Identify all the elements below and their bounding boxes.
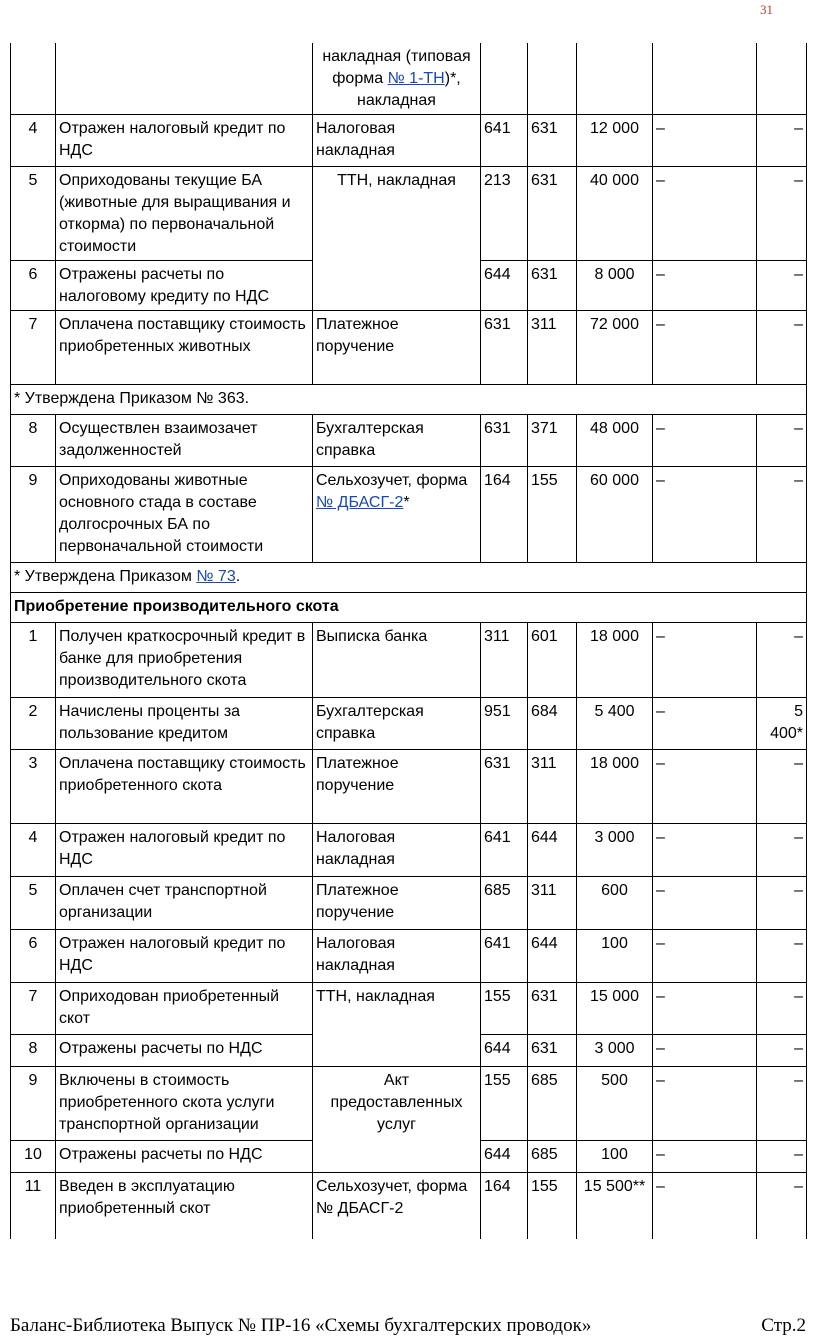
row-number: 8 (11, 415, 56, 467)
debit-account: 641 (481, 115, 528, 167)
amount: 600 (577, 877, 653, 930)
document-cell: Сельхозучет, форма № ДБАСГ-2* (313, 467, 481, 563)
col8-value: – (757, 1141, 807, 1173)
col7-value: – (653, 261, 757, 311)
amount: 48 000 (577, 415, 653, 467)
operation-text: Оприходованы текущие БА (животные для выращивания и откорма) по первоначальной стоимости (56, 167, 313, 261)
col8-value: – (757, 1035, 807, 1067)
credit-account: 684 (528, 698, 577, 750)
credit-account: 631 (528, 983, 577, 1035)
document-link[interactable]: № ДБАСГ-2 (316, 494, 404, 511)
credit-account: 311 (528, 311, 577, 385)
document-cell: ТТН, накладная (313, 983, 481, 1067)
operation-text: Введен в эксплуатацию приобретенный скот (56, 1173, 313, 1239)
operation-text: Оприходован приобретенный скот (56, 983, 313, 1035)
col8-value: – (757, 877, 807, 930)
operation-text: Получен краткосрочный кредит в банке для приобретения производительного скота (56, 623, 313, 698)
col8-value: – (757, 930, 807, 983)
col7-value: – (653, 415, 757, 467)
col8-value: – (757, 115, 807, 167)
operation-text: Оплачена поставщику стоимость приобретенных животных (56, 311, 313, 385)
footer-page: Стр.2 (761, 1315, 806, 1336)
table-row (11, 563, 807, 593)
col7-value: – (653, 1035, 757, 1067)
col7-value: – (653, 750, 757, 824)
col7-value: – (653, 824, 757, 877)
table-row (11, 43, 807, 115)
operation-text: Оплачен счет транспортной организации (56, 877, 313, 930)
col7-value: – (653, 698, 757, 750)
table-row (11, 750, 807, 824)
document-cell: ТТН, накладная (313, 167, 481, 311)
row-number: 4 (11, 824, 56, 877)
document-cell: Платежное поручение (313, 877, 481, 930)
col7-value: – (653, 930, 757, 983)
document-cell: Платежное поручение (313, 750, 481, 824)
credit-account: 311 (528, 750, 577, 824)
amount: 60 000 (577, 467, 653, 563)
debit-account: 631 (481, 750, 528, 824)
debit-account: 164 (481, 467, 528, 563)
col7-value: – (653, 983, 757, 1035)
row-number: 11 (11, 1173, 56, 1239)
debit-account: 155 (481, 983, 528, 1035)
amount: 5 400 (577, 698, 653, 750)
amount: 18 000 (577, 750, 653, 824)
credit-account: 155 (528, 1173, 577, 1239)
credit-account: 685 (528, 1067, 577, 1141)
accounting-entries-table (10, 43, 807, 1239)
document-cell: накладная (типовая форма № 1-ТН)*, накладная (313, 43, 481, 115)
row-number: 9 (11, 467, 56, 563)
amount: 18 000 (577, 623, 653, 698)
credit-account: 371 (528, 415, 577, 467)
amount: 3 000 (577, 824, 653, 877)
debit-account: 641 (481, 824, 528, 877)
debit-account: 644 (481, 261, 528, 311)
debit-account: 641 (481, 930, 528, 983)
col7-value: – (653, 167, 757, 261)
document-cell: Выписка банка (313, 623, 481, 698)
credit-account: 644 (528, 930, 577, 983)
operation-text: Отражены расчеты по НДС (56, 1035, 313, 1067)
col7-value: – (653, 311, 757, 385)
operation-text: Отражены расчеты по НДС (56, 1141, 313, 1173)
col8-value: – (757, 623, 807, 698)
amount: 40 000 (577, 167, 653, 261)
footnote: * Утверждена Приказом № 73. (11, 563, 807, 593)
amount: 3 000 (577, 1035, 653, 1067)
col8-value: – (757, 750, 807, 824)
debit-account: 164 (481, 1173, 528, 1239)
col8-value: – (757, 261, 807, 311)
operation-text: Отражен налоговый кредит по НДС (56, 115, 313, 167)
col7-value: – (653, 877, 757, 930)
col7-value: – (653, 467, 757, 563)
col8-value: – (757, 983, 807, 1035)
row-number: 2 (11, 698, 56, 750)
document-cell: Бухгалтерская справка (313, 698, 481, 750)
row-number: 6 (11, 261, 56, 311)
row-number: 6 (11, 930, 56, 983)
col8-value: – (757, 824, 807, 877)
table-row (11, 623, 807, 698)
document-cell: Налоговая накладная (313, 930, 481, 983)
document-cell: Бухгалтерская справка (313, 415, 481, 467)
table-row (11, 1173, 807, 1239)
col7-value: – (653, 1067, 757, 1141)
col8-value: – (757, 415, 807, 467)
document-cell: Платежное поручение (313, 311, 481, 385)
col7-value: – (653, 1141, 757, 1173)
col7-value: – (653, 1173, 757, 1239)
row-number: 3 (11, 750, 56, 824)
document-cell: Налоговая накладная (313, 115, 481, 167)
table-row (11, 698, 807, 750)
table-row (11, 311, 807, 385)
operation-text: Отражены расчеты по налоговому кредиту по НДС (56, 261, 313, 311)
amount: 8 000 (577, 261, 653, 311)
row-number: 10 (11, 1141, 56, 1173)
credit-account: 601 (528, 623, 577, 698)
row-number: 4 (11, 115, 56, 167)
operation-text: Отражен налоговый кредит по НДС (56, 824, 313, 877)
amount: 72 000 (577, 311, 653, 385)
debit-account: 951 (481, 698, 528, 750)
row-number: 9 (11, 1067, 56, 1141)
credit-account: 631 (528, 261, 577, 311)
footer-publication: Баланс-Библиотека Выпуск № ПР-16 «Схемы бухгалтерских проводок» (10, 1315, 592, 1336)
debit-account: 631 (481, 415, 528, 467)
table-row (11, 983, 807, 1035)
debit-account: 631 (481, 311, 528, 385)
debit-account: 685 (481, 877, 528, 930)
credit-account: 631 (528, 167, 577, 261)
row-number: 1 (11, 623, 56, 698)
debit-account: 213 (481, 167, 528, 261)
amount: 100 (577, 1141, 653, 1173)
amount: 12 000 (577, 115, 653, 167)
page-number: 31 (760, 2, 773, 17)
amount: 500 (577, 1067, 653, 1141)
col7-value: – (653, 115, 757, 167)
col8-value: – (757, 467, 807, 563)
amount: 15 500** (577, 1173, 653, 1239)
credit-account: 155 (528, 467, 577, 563)
credit-account: 631 (528, 1035, 577, 1067)
col7-value: – (653, 623, 757, 698)
col8-value: – (757, 1173, 807, 1239)
amount: 15 000 (577, 983, 653, 1035)
table-row (11, 467, 807, 563)
row-number: 5 (11, 877, 56, 930)
operation-text: Начислены проценты за пользование кредитом (56, 698, 313, 750)
debit-account: 644 (481, 1035, 528, 1067)
row-number: 5 (11, 167, 56, 261)
section-header-row (11, 593, 807, 623)
col8-value: – (757, 167, 807, 261)
credit-account: 685 (528, 1141, 577, 1173)
col8-value: 5 400* (757, 698, 807, 750)
row-number: 8 (11, 1035, 56, 1067)
table-row (11, 877, 807, 930)
section-title: Приобретение производительного скота (11, 593, 807, 623)
debit-account: 311 (481, 623, 528, 698)
document-cell: Сельхозучет, форма № ДБАСГ-2 (313, 1173, 481, 1239)
operation-text: Отражен налоговый кредит по НДС (56, 930, 313, 983)
credit-account: 631 (528, 115, 577, 167)
row-number: 7 (11, 311, 56, 385)
document-cell: Акт предоставленных услуг (313, 1067, 481, 1173)
col8-value: – (757, 1067, 807, 1141)
table-row (11, 385, 807, 415)
amount: 100 (577, 930, 653, 983)
table-row (11, 167, 807, 261)
operation-text: Включены в стоимость приобретенного скота услуги транспортной организации (56, 1067, 313, 1141)
debit-account: 155 (481, 1067, 528, 1141)
footnote: * Утверждена Приказом № 363. (11, 385, 807, 415)
order-link[interactable]: № 73 (196, 568, 236, 585)
credit-account: 311 (528, 877, 577, 930)
col8-value: – (757, 311, 807, 385)
table-row (11, 115, 807, 167)
document-link[interactable]: № 1-ТН (387, 70, 445, 87)
document-cell: Налоговая накладная (313, 824, 481, 877)
credit-account: 644 (528, 824, 577, 877)
table-row (11, 415, 807, 467)
debit-account: 644 (481, 1141, 528, 1173)
row-number: 7 (11, 983, 56, 1035)
operation-text: Оплачена поставщику стоимость приобретенного скота (56, 750, 313, 824)
table-row (11, 1067, 807, 1141)
table-row (11, 824, 807, 877)
operation-text: Оприходованы животные основного стада в составе долгосрочных БА по первоначальной стоимости (56, 467, 313, 563)
table-row (11, 930, 807, 983)
operation-text: Осуществлен взаимозачет задолженностей (56, 415, 313, 467)
